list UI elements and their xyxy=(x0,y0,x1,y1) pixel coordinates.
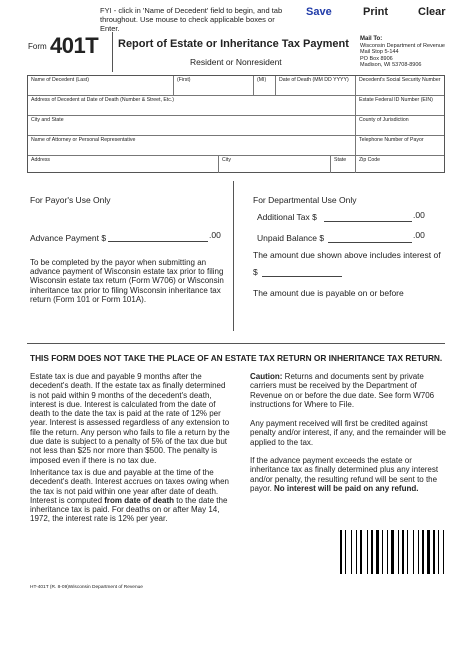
barcode-bar xyxy=(382,530,383,574)
cell-attorney xyxy=(28,136,355,155)
cell-mi xyxy=(253,76,275,95)
barcode-bar xyxy=(345,530,346,574)
county-label: County of Jurisdiction xyxy=(359,117,409,123)
decedent-info-grid xyxy=(27,75,445,173)
cell-city xyxy=(218,156,330,173)
barcode-bar xyxy=(443,530,444,574)
barcode-bar xyxy=(445,530,448,574)
advance-payment-cents: .00 xyxy=(209,230,221,240)
city-state-input[interactable] xyxy=(30,125,353,134)
barcode-bar xyxy=(402,530,404,574)
inheritance-text-bold: from date of death xyxy=(104,495,175,505)
first-input[interactable] xyxy=(176,85,251,94)
inheritance-tax-paragraph xyxy=(30,468,230,524)
additional-tax-label: Additional Tax $ xyxy=(257,212,317,222)
row-attorney xyxy=(28,136,444,156)
barcode-bar xyxy=(387,530,388,574)
zip-label: Zip Code xyxy=(359,157,381,163)
cell-county xyxy=(355,116,446,135)
zip-input[interactable] xyxy=(358,163,444,172)
barcode-bar xyxy=(422,530,424,574)
refund-paragraph xyxy=(250,456,450,493)
row-name xyxy=(28,76,444,96)
payor-note: To be completed by the payor when submitting an advance payment of Wisconsin estate tax prior to filing Wisconsin estate tax return (Form W706) or Wisconsin inheritance tax prior to filing Wisconsin inheritance tax return (Form 101 or Form 101A). xyxy=(30,258,224,304)
form-label: Form xyxy=(28,42,47,51)
first-label: (First) xyxy=(177,77,191,83)
additional-tax-line xyxy=(324,221,412,222)
dod-format: (MM DD YYYY) xyxy=(312,77,349,83)
barcode-bar xyxy=(436,530,437,574)
payor-section-title: For Payor's Use Only xyxy=(30,195,111,205)
ssn-input[interactable] xyxy=(358,85,444,94)
attorney-input[interactable] xyxy=(30,145,353,154)
county-input[interactable] xyxy=(358,125,444,134)
form-number: 401T xyxy=(50,33,99,58)
estate-ein-input[interactable] xyxy=(358,105,444,114)
barcode-bar xyxy=(395,530,397,574)
cell-address xyxy=(28,156,218,173)
barcode-bar xyxy=(389,530,390,574)
caution-text: Returns and documents sent by private carriers must be received by the Department of Revenue on or before the due date. See form W706 instructions for Where to File. xyxy=(250,372,435,409)
barcode-bar xyxy=(398,530,399,574)
name-last-input[interactable] xyxy=(30,85,171,94)
ssn-label: Decedent's Social Security Number xyxy=(359,77,441,83)
barcode-bar xyxy=(407,530,408,574)
barcode xyxy=(340,530,450,574)
advance-payment-input[interactable] xyxy=(108,231,208,242)
section-divider xyxy=(233,181,234,331)
barcode-bar xyxy=(400,530,401,574)
mail-to-label: Mail To: xyxy=(360,36,383,42)
cell-zip xyxy=(355,156,446,173)
barcode-bar xyxy=(418,530,419,574)
unpaid-balance-line xyxy=(328,242,412,243)
cell-ssn xyxy=(355,76,446,95)
print-button[interactable]: Print xyxy=(363,6,389,18)
additional-tax-cents: .00 xyxy=(413,210,425,220)
address-label: Address xyxy=(31,157,51,163)
cell-state xyxy=(330,156,355,173)
barcode-bar xyxy=(360,530,362,574)
estate-tax-paragraph: Estate tax is due and payable 9 months after the decedent's death. If the estate tax as finally determined is not paid within 9 months of the decedent's death, interest is due. Interest is calculated from the date of death to the date the tax is paid at the rate of 12% per year. Interest is assessed regardless of any extension to file the return. Any person who fails to file a return by the due date is subject to a penalty of 5% of the tax due but not less than $25 nor more than $500. The penalty is imposed even if there is no tax due. xyxy=(30,372,230,465)
payment-credit-paragraph: Any payment received will first be credited against penalty and/or interest, if any, and the remainder will be applied to the tax. xyxy=(250,419,446,447)
unpaid-balance-label: Unpaid Balance $ xyxy=(257,233,325,243)
barcode-bar xyxy=(374,530,375,574)
mail-line2: Mail Stop 5-144 xyxy=(360,49,399,56)
mail-line1: Wisconsin Department of Revenue xyxy=(360,42,445,49)
mail-to-block xyxy=(360,36,445,69)
warning-top-rule xyxy=(27,343,445,344)
attorney-label: Name of Attorney or Personal Representative xyxy=(31,137,136,143)
barcode-bar xyxy=(356,530,357,574)
form-title: Report of Estate or Inheritance Tax Payment xyxy=(118,38,349,50)
cell-address-decedent xyxy=(28,96,355,115)
date-of-death-input[interactable] xyxy=(278,85,353,94)
interest-note: The amount due shown above includes interest of xyxy=(253,250,441,260)
barcode-bar xyxy=(353,530,355,574)
form-footer: HT-401T (R. 8-09)Wisconsin Department of Revenue xyxy=(30,585,143,590)
barcode-bar xyxy=(369,530,370,574)
refund-bold: No interest will be paid on any refund. xyxy=(274,483,419,493)
cell-phone xyxy=(355,136,446,155)
barcode-bar xyxy=(347,530,350,574)
barcode-bar xyxy=(343,530,344,574)
estate-ein-label: Estate Federal ID Number (EIN) xyxy=(359,97,433,103)
barcode-bar xyxy=(371,530,373,574)
caution-paragraph xyxy=(250,372,450,409)
state-input[interactable] xyxy=(333,163,353,172)
state-label: State xyxy=(334,157,347,163)
city-state-label: City and State xyxy=(31,117,64,123)
inheritance-text-a: Inheritance tax is due and payable at the time of the decedent's death. Interest accrues on taxes owing when the tax is not paid within one year after date of death. Interest is computed xyxy=(30,468,229,505)
warning-text: THIS FORM DOES NOT TAKE THE PLACE OF AN ESTATE TAX RETURN OR INHERITANCE TAX RETURN. xyxy=(30,353,443,363)
mi-label: (MI) xyxy=(257,77,267,83)
row-address-decedent xyxy=(28,96,444,116)
save-button[interactable]: Save xyxy=(306,6,332,18)
cell-date-of-death xyxy=(275,76,355,95)
barcode-bar xyxy=(427,530,430,574)
date-of-death-label xyxy=(279,77,349,83)
fyi-note: FYI - click in 'Name of Decedent' field to begin, and tab throughout. Use mouse to check applicable boxes or Enter. xyxy=(100,6,283,33)
cell-estate-ein xyxy=(355,96,446,115)
mail-line3: PO Box 8906 xyxy=(360,55,393,62)
city-input[interactable] xyxy=(221,163,328,172)
address-decedent-input[interactable] xyxy=(30,105,353,114)
address-input[interactable] xyxy=(30,163,216,172)
barcode-bar xyxy=(376,530,379,574)
name-last-label: Name of Decedent (Last) xyxy=(31,77,89,83)
barcode-bar xyxy=(433,530,435,574)
barcode-bar xyxy=(391,530,394,574)
address-decedent-label: Address of Decedent at Date of Death (Number & Street, Etc.) xyxy=(31,97,175,103)
unpaid-balance-cents: .00 xyxy=(413,230,425,240)
barcode-bar xyxy=(405,530,406,574)
refund-text: If the advance payment exceeds the estate or inheritance tax as finally determined plus any interest and/or penalty, the resulting refund will be sent to the payor. xyxy=(250,456,439,493)
barcode-bar xyxy=(384,530,386,574)
cell-name-last xyxy=(28,76,173,95)
barcode-bar xyxy=(367,530,368,574)
mi-input[interactable] xyxy=(256,85,273,94)
barcode-bar xyxy=(380,530,381,574)
barcode-bar xyxy=(409,530,412,574)
mail-line4: Madison, WI 53708-8906 xyxy=(360,62,422,69)
resident-label: Resident or Nonresident xyxy=(190,57,282,67)
phone-input[interactable] xyxy=(358,145,444,154)
row-city-state xyxy=(28,116,444,136)
interest-dollar: $ xyxy=(253,267,258,277)
barcode-bar xyxy=(351,530,352,574)
barcode-bar xyxy=(340,530,342,574)
interest-line xyxy=(262,276,342,277)
barcode-bar xyxy=(420,530,421,574)
inheritance-text-c: to the date the inheritance tax is paid. For deaths on or after May 14, 1972, the interest rate is 12% per year. xyxy=(30,495,228,524)
cell-first xyxy=(173,76,253,95)
city-label: City xyxy=(222,157,231,163)
barcode-bar xyxy=(363,530,366,574)
cell-city-state xyxy=(28,116,355,135)
barcode-bar xyxy=(425,530,426,574)
barcode-bar xyxy=(413,530,414,574)
caution-label: Caution: xyxy=(250,372,283,381)
payable-note: The amount due is payable on or before xyxy=(253,288,404,298)
dod-text: Date of Death xyxy=(279,77,312,83)
barcode-bar xyxy=(415,530,417,574)
phone-label: Telephone Number of Payor xyxy=(359,137,424,143)
dept-section-title: For Departmental Use Only xyxy=(253,195,357,205)
barcode-bar xyxy=(358,530,359,574)
advance-payment-label: Advance Payment $ xyxy=(30,233,107,243)
row-payor-address xyxy=(28,156,444,173)
clear-button[interactable]: Clear xyxy=(418,6,446,18)
barcode-bar xyxy=(431,530,432,574)
barcode-bar xyxy=(438,530,439,574)
barcode-bar xyxy=(440,530,442,574)
